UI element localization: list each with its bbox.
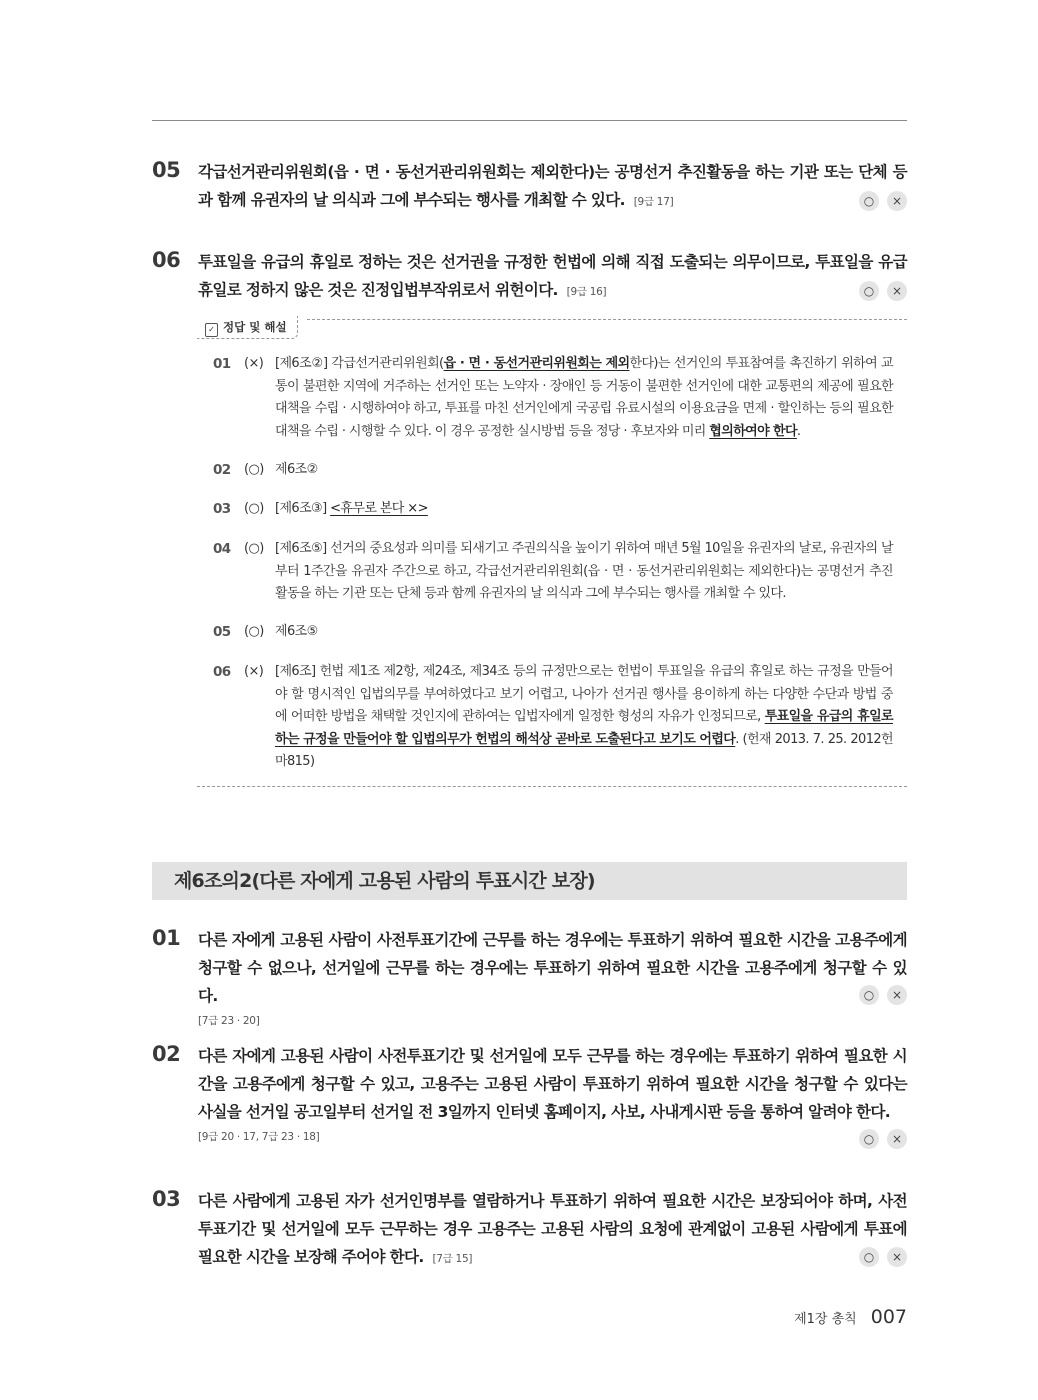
answer-number: 06: [213, 664, 231, 680]
question-text: 투표일을 유급의 휴일로 정하는 것은 선거권을 규정한 헌법에 의해 직접 도출되는 의무이므로, 투표일을 유급휴일로 정하지 않은 것은 진정입법부작위로서 위헌이다. [9급 16]: [198, 253, 907, 299]
answer-text: [제6조] 헌법 제1조 제2항, 제24조, 제34조 등의 규정만으로는 헌법이 투표일을 유급의 휴일로 하는 규정을 만들어야 할 명시적인 입법의무를 부여하였다고 보기 어렵고, 나아가 선거권 행사를 용이하게 하는 다양한 수단과 방법 중에 어떠한 방법을 채택할 것인지에 관하여는 입법자에게 일정한 형성의 자유가 인정되므로, 투표일을 유급의 휴일로 하는 규정을 만들어야 할 입법의무가 헌법의 해석상 곧바로 도출된다고 보기도 어렵다. (헌재 2013. 7. 25. 2012헌마815): [275, 664, 893, 769]
answer-text: [제6조③] <휴무로 본다 ×>: [275, 501, 428, 516]
question-source: [9급 20 · 17, 7급 23 · 18]: [198, 1131, 320, 1143]
answer-number: 04: [213, 541, 231, 557]
answer-header: [197, 316, 907, 338]
question-item: [152, 1042, 907, 1148]
question-text: 각급선거관리위원회(읍 · 면 · 동선거관리위원회는 제외한다)는 공명선거 추진활동을 하는 기관 또는 단체 등과 함께 유권자의 날 의식과 그에 부수되는 행사를 개최할 수 있다. [9급 17]: [198, 163, 907, 209]
answer-book-icon: ✓: [205, 323, 218, 337]
answer-bottom-divider: [197, 786, 907, 787]
answer-mark: (×): [244, 664, 264, 679]
answer-item: [213, 538, 893, 606]
question-item: [152, 248, 907, 306]
chapter-label: 제1장 총칙: [794, 1312, 857, 1327]
answer-mark: (○): [244, 624, 264, 639]
answer-text: [제6조②] 각급선거관리위원회(읍 · 면 · 동선거관리위원회는 제외한다)는 선거인의 투표참여를 촉진하기 위하여 교통이 불편한 지역에 거주하는 선거인 또는 노약자 · 장애인 등 거동이 불편한 선거인에 대한 교통편의 제공에 필요한 대책을 수립 · 시행하여야 하고, 투표를 마친 선거인에게 국공립 유료시설의 이용요금을 면제 · 할인하는 등의 필요한 대책을 수립 · 시행할 수 있다. 이 경우 공정한 실시방법 등을 정당 · 후보자와 미리 협의하여야 한다.: [275, 356, 893, 439]
x-cross-icon[interactable]: ×: [887, 985, 907, 1005]
x-cross-icon[interactable]: ×: [887, 1247, 907, 1267]
answer-item: [213, 498, 893, 521]
question-number: 01: [152, 926, 181, 950]
o-circle-icon[interactable]: ○: [859, 985, 879, 1005]
answer-tag: ✓ 정답 및 해설: [197, 316, 298, 339]
answer-mark: (○): [244, 541, 264, 556]
page-footer: [794, 1306, 907, 1328]
o-circle-icon[interactable]: ○: [859, 1129, 879, 1149]
answer-mark: (×): [244, 356, 264, 371]
answer-item: [213, 621, 893, 644]
question-text: 다른 사람에게 고용된 자가 선거인명부를 열람하거나 투표하기 위하여 필요한 시간은 보장되어야 하며, 사전투표기간 및 선거일에 모두 근무하는 경우 고용주는 고용된 사람의 요청에 관계없이 고용된 사람에게 투표에 필요한 시간을 보장해 주어야 한다. [7급 15]: [198, 1192, 907, 1266]
question-source: [9급 16]: [566, 286, 607, 298]
answer-mark: (○): [244, 501, 264, 516]
x-cross-icon[interactable]: ×: [887, 281, 907, 301]
answer-number: 02: [213, 462, 231, 478]
x-cross-icon[interactable]: ×: [887, 191, 907, 211]
o-circle-icon[interactable]: ○: [859, 1247, 879, 1267]
section-title: 제6조의2(다른 자에게 고용된 사람의 투표시간 보장): [174, 870, 595, 892]
ox-choices: [859, 985, 907, 1005]
answer-item: [213, 353, 893, 443]
question-number: 03: [152, 1187, 181, 1211]
o-circle-icon[interactable]: ○: [859, 281, 879, 301]
answer-item: [213, 661, 893, 774]
answer-mark: (○): [244, 462, 264, 477]
question-source: [9급 17]: [633, 196, 674, 208]
answer-number: 01: [213, 356, 231, 372]
answer-number: 03: [213, 501, 231, 517]
question-number: 02: [152, 1042, 181, 1066]
question-text: 다른 자에게 고용된 사람이 사전투표기간에 근무를 하는 경우에는 투표하기 위하여 필요한 시간을 고용주에게 청구할 수 없으나, 선거일에 근무를 하는 경우에는 투표하기 위하여 필요한 시간을 고용주에게 청구할 수 있다. [7급 23 · 20]: [198, 926, 907, 1032]
answer-number: 05: [213, 624, 231, 640]
answer-text: 제6조②: [275, 462, 318, 477]
ox-choices: [859, 191, 907, 211]
x-cross-icon[interactable]: ×: [887, 1129, 907, 1149]
o-circle-icon[interactable]: ○: [859, 191, 879, 211]
answer-divider: [307, 319, 907, 320]
page-number: 007: [870, 1306, 907, 1328]
question-item: [152, 158, 907, 216]
question-item: [152, 1187, 907, 1273]
answer-item: [213, 459, 893, 482]
top-rule: [152, 120, 907, 121]
question-number: 05: [152, 158, 181, 182]
section-title-bar: [152, 862, 907, 900]
question-source: [7급 15]: [432, 1253, 473, 1265]
ox-choices: [859, 1129, 907, 1149]
question-number: 06: [152, 248, 181, 272]
question-item: [152, 926, 907, 1032]
question-source: [7급 23 · 20]: [198, 1015, 260, 1027]
answer-text: 제6조⑤: [275, 624, 318, 639]
ox-choices: [859, 281, 907, 301]
question-text: 다른 자에게 고용된 사람이 사전투표기간 및 선거일에 모두 근무를 하는 경우에는 투표하기 위하여 필요한 시간을 고용주에게 청구할 수 있고, 고용주는 고용된 사람이 투표하기 위하여 필요한 시간을 청구할 수 있다는 사실을 선거일 공고일부터 선거일 전 3일까지 인터넷 홈페이지, 사보, 사내게시판 등을 통하여 알려야 한다. [9급 20 · 17, 7급 23 · 18]: [198, 1042, 907, 1148]
answer-text: [제6조⑤] 선거의 중요성과 의미를 되새기고 주권의식을 높이기 위하여 매년 5월 10일을 유권자의 날로, 유권자의 날부터 1주간을 유권자 주간으로 하고, 각급선거관리위원회(읍 · 면 · 동선거관리위원회는 제외한다)는 공명선거 추진활동을 하는 기관 또는 단체 등과 함께 유권자의 날 의식과 그에 부수되는 행사를 개최할 수 있다.: [275, 541, 893, 601]
ox-choices: [859, 1247, 907, 1267]
